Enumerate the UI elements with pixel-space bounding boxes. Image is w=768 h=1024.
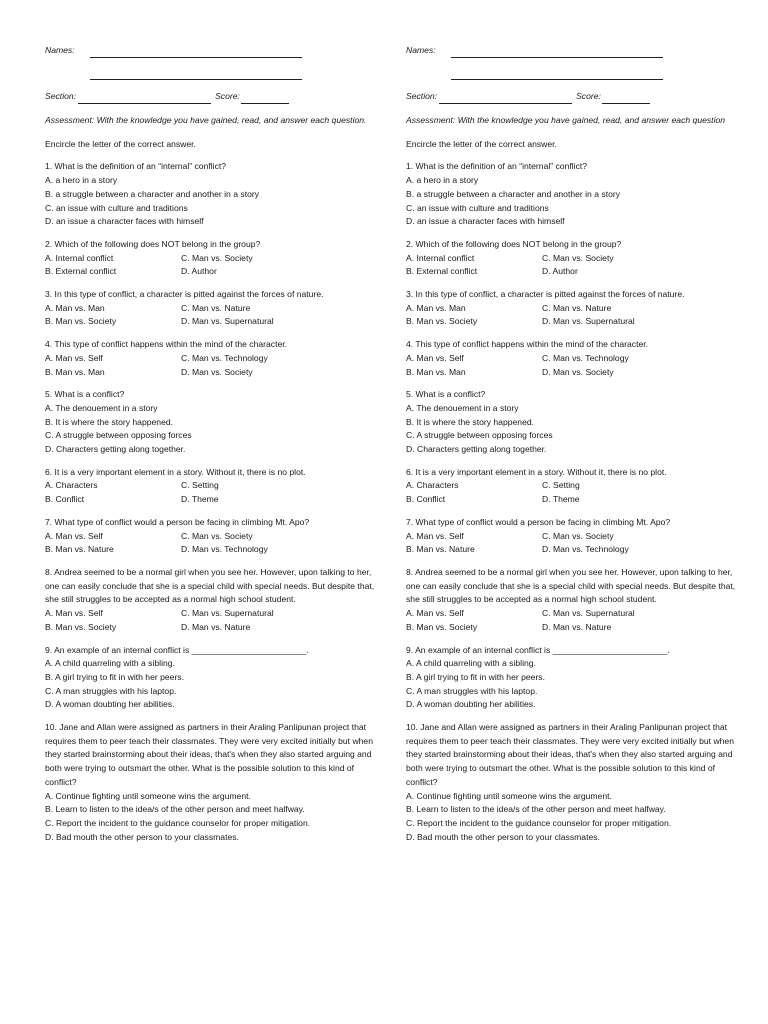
answer-option[interactable]: A. The denouement in a story [45,402,158,413]
question-4 [406,338,746,379]
answer-option[interactable]: D. Man vs. Nature [542,621,612,632]
answer-option[interactable]: D. Bad mouth the other person to your classmates. [45,831,239,842]
answer-option[interactable]: D. A woman doubting her abilities. [406,699,536,710]
section-score-row [406,90,746,104]
answer-option[interactable]: C. Man vs. Technology [181,352,268,363]
names-line-2[interactable] [451,69,663,80]
answer-option[interactable]: D. Author [542,266,578,277]
question-text: 3. In this type of conflict, a character is pitted against the forces of nature. [45,289,324,300]
answer-option[interactable]: A. Internal conflict [406,252,475,263]
answer-option[interactable]: C. an issue with culture and traditions [45,202,188,213]
question-3 [406,288,746,329]
answer-options [45,607,385,634]
answer-option[interactable]: A. Characters [406,480,459,491]
assessment-directions: Assessment: With the knowledge you have gained, read, and answer each question. [45,115,367,125]
answer-option[interactable]: D. an issue a character faces with himself [406,216,565,227]
answer-option[interactable]: D. Man vs. Technology [181,544,268,555]
answer-option[interactable]: B. Learn to listen to the idea/s of the other person and meet halfway. [45,804,305,815]
question-list [45,160,385,844]
answer-option[interactable]: D. Man vs. Nature [181,621,251,632]
answer-options [406,479,746,506]
answer-option[interactable]: C. Setting [181,480,219,491]
question-8 [45,566,385,635]
answer-options [406,657,746,712]
question-2 [45,238,385,279]
question-5 [406,388,746,457]
instruction-text: Encircle the letter of the correct answer. [45,138,196,149]
answer-option[interactable]: B. Man vs. Society [406,621,478,632]
answer-option[interactable]: A. Characters [45,480,98,491]
question-7 [45,516,385,557]
answer-option[interactable]: B. Man vs. Society [45,316,117,327]
answer-options [406,607,746,634]
answer-option[interactable]: B. Man vs. Nature [45,544,114,555]
section-line[interactable] [78,93,211,104]
question-text: 1. What is the definition of an “internal” conflict? [45,161,227,172]
answer-option[interactable]: B. a struggle between a character and another in a story [45,188,260,199]
question-text: 9. An example of an internal conflict is ________________________. [406,644,670,655]
answer-option[interactable]: A. a hero in a story [45,175,118,186]
question-6 [406,466,746,507]
answer-option[interactable]: D. Characters getting along together. [406,444,547,455]
answer-options [45,530,385,557]
question-text: 6. It is a very important element in a story. Without it, there is no plot. [45,466,306,477]
answer-option[interactable]: C. A man struggles with his laptop. [45,685,177,696]
answer-option[interactable]: C. Man vs. Nature [181,302,251,313]
question-9 [406,644,746,713]
answer-option[interactable]: C. Man vs. Society [181,252,253,263]
answer-option[interactable]: A. Continue fighting until someone wins the argument. [45,790,251,801]
question-1 [406,160,746,229]
answer-option[interactable]: D. Theme [181,494,219,505]
question-text: 7. What type of conflict would a person be facing in climbing Mt. Apo? [45,516,310,527]
answer-option[interactable]: B. Conflict [45,494,85,505]
answer-option[interactable]: B. Conflict [406,494,446,505]
answer-option[interactable]: A. Man vs. Self [406,352,464,363]
answer-option[interactable]: B. Man vs. Society [45,621,117,632]
answer-option[interactable]: D. Characters getting along together. [45,444,186,455]
answer-option[interactable]: C. A struggle between opposing forces [406,430,553,441]
names-label: Names: [406,45,436,56]
answer-option[interactable]: A. Man vs. Self [45,608,103,619]
question-2 [406,238,746,279]
answer-options [45,174,385,229]
assessment-directions: Assessment: With the knowledge you have gained, read, and answer each question [406,115,726,125]
section-label: Section: [406,91,438,102]
answer-options [406,252,746,279]
answer-option[interactable]: A. A child quarreling with a sibling. [45,658,175,669]
answer-option[interactable]: A. Man vs. Self [406,608,464,619]
answer-options [406,790,746,845]
answer-option[interactable]: A. Man vs. Self [45,530,103,541]
score-line[interactable] [602,93,650,104]
answer-option[interactable]: B. External conflict [45,266,117,277]
question-text: 1. What is the definition of an “internal” conflict? [406,161,588,172]
answer-options [45,302,385,329]
answer-option[interactable]: D. A woman doubting her abilities. [45,699,175,710]
answer-option[interactable]: A. Man vs. Self [45,352,103,363]
answer-option[interactable]: C. Man vs. Society [542,530,614,541]
answer-option[interactable]: C. Man vs. Supernatural [542,608,635,619]
section-score-row [45,90,385,104]
question-text: 4. This type of conflict happens within the mind of the character. [45,339,288,350]
answer-option[interactable]: A. Continue fighting until someone wins the argument. [406,790,612,801]
names-label: Names: [45,45,75,56]
answer-options [45,790,385,845]
answer-option[interactable]: C. an issue with culture and traditions [406,202,549,213]
question-10 [406,721,746,844]
answer-option[interactable]: B. Man vs. Society [406,316,478,327]
answer-option[interactable]: C. Man vs. Nature [542,302,612,313]
question-text: 5. What is a conflict? [406,389,486,400]
question-9 [45,644,385,713]
question-list [406,160,746,844]
names-row [406,44,746,58]
answer-option[interactable]: D. an issue a character faces with himself [45,216,204,227]
answer-options [45,352,385,379]
names-line-1[interactable] [90,47,302,58]
question-4 [45,338,385,379]
answer-option[interactable]: D. Man vs. Supernatural [181,316,274,327]
answer-option[interactable]: B. It is where the story happened. [406,416,535,427]
question-6 [45,466,385,507]
names-row-2 [406,66,746,80]
answer-option[interactable]: D. Man vs. Society [542,366,614,377]
answer-option[interactable]: B. a struggle between a character and another in a story [406,188,621,199]
answer-option[interactable]: A. a hero in a story [406,175,479,186]
answer-option[interactable]: C. Setting [542,480,580,491]
answer-option[interactable]: B. Man vs. Nature [406,544,475,555]
score-label: Score: [576,91,601,102]
question-8 [406,566,746,635]
answer-option[interactable]: D. Man vs. Society [181,366,253,377]
question-text: 6. It is a very important element in a story. Without it, there is no plot. [406,466,667,477]
answer-option[interactable]: A. The denouement in a story [406,402,519,413]
answer-options [45,479,385,506]
names-row-2 [45,66,385,80]
question-text: 10. Jane and Allan were assigned as partners in their Araling Panlipunan project that requires them to peer teach their classmates. They were very excited initially but when they started brainstorming about their ideas, that's when they also started arguing and both were trying to outsmart the other. What is the possible solution to this kind of conflict? [406,722,734,787]
answer-option[interactable]: A. A child quarreling with a sibling. [406,658,536,669]
answer-option[interactable]: D. Man vs. Supernatural [542,316,635,327]
section-label: Section: [45,91,77,102]
question-text: 9. An example of an internal conflict is ________________________. [45,644,309,655]
answer-option[interactable]: A. Man vs. Man [45,302,105,313]
worksheet-copy-right [406,44,746,844]
answer-options [406,174,746,229]
names-line-1[interactable] [451,47,663,58]
names-line-2[interactable] [90,69,302,80]
answer-options [45,252,385,279]
score-label: Score: [215,91,240,102]
answer-option[interactable]: C. Man vs. Society [181,530,253,541]
question-text: 2. Which of the following does NOT belong in the group? [45,238,261,249]
question-text: 7. What type of conflict would a person be facing in climbing Mt. Apo? [406,516,671,527]
question-text: 5. What is a conflict? [45,389,125,400]
question-3 [45,288,385,329]
question-text: 8. Andrea seemed to be a normal girl when you see her. However, upon talking to her, one can easily conclude that she is a special child with special needs. But despite that, she still struggles to be accepted as a normal high school student. [406,566,736,605]
answer-options [406,530,746,557]
question-text: 2. Which of the following does NOT belong in the group? [406,238,622,249]
answer-option[interactable]: B. Learn to listen to the idea/s of the other person and meet halfway. [406,804,666,815]
names-row [45,44,385,58]
answer-option[interactable]: D. Man vs. Technology [542,544,629,555]
answer-options [406,352,746,379]
answer-option[interactable]: B. It is where the story happened. [45,416,174,427]
answer-option[interactable]: A. Man vs. Self [406,530,464,541]
answer-option[interactable]: C. A struggle between opposing forces [45,430,192,441]
answer-option[interactable]: B. Man vs. Man [45,366,105,377]
answer-option[interactable]: B. A girl trying to fit in with her peers. [45,671,184,682]
score-line[interactable] [241,93,289,104]
question-5 [45,388,385,457]
section-line[interactable] [439,93,572,104]
answer-options [406,402,746,457]
answer-option[interactable]: C. Report the incident to the guidance counselor for proper mitigation. [45,817,311,828]
question-text: 8. Andrea seemed to be a normal girl when you see her. However, upon talking to her, one can easily conclude that she is a special child with special needs. But despite that, she still struggles to be accepted as a normal high school student. [45,566,375,605]
answer-option[interactable]: C. Man vs. Society [542,252,614,263]
answer-option[interactable]: B. External conflict [406,266,478,277]
answer-option[interactable]: D. Bad mouth the other person to your classmates. [406,831,600,842]
answer-option[interactable]: B. A girl trying to fit in with her peers. [406,671,545,682]
answer-option[interactable]: A. Man vs. Man [406,302,466,313]
answer-option[interactable]: C. A man struggles with his laptop. [406,685,538,696]
answer-option[interactable]: C. Man vs. Supernatural [181,608,274,619]
question-text: 4. This type of conflict happens within the mind of the character. [406,339,649,350]
question-10 [45,721,385,844]
answer-option[interactable]: C. Report the incident to the guidance counselor for proper mitigation. [406,817,672,828]
answer-option[interactable]: D. Author [181,266,217,277]
answer-option[interactable]: A. Internal conflict [45,252,114,263]
answer-option[interactable]: D. Theme [542,494,580,505]
question-1 [45,160,385,229]
answer-option[interactable]: C. Man vs. Technology [542,352,629,363]
answer-options [45,402,385,457]
question-text: 10. Jane and Allan were assigned as partners in their Araling Panlipunan project that requires them to peer teach their classmates. They were very excited initially but when they started brainstorming about their ideas, that's when they also started arguing and both were trying to outsmart the other. What is the possible solution to this kind of conflict? [45,722,373,787]
worksheet-copy-left [45,44,385,844]
question-7 [406,516,746,557]
answer-option[interactable]: B. Man vs. Man [406,366,466,377]
answer-options [406,302,746,329]
question-text: 3. In this type of conflict, a character is pitted against the forces of nature. [406,289,685,300]
instruction-text: Encircle the letter of the correct answer. [406,138,557,149]
answer-options [45,657,385,712]
